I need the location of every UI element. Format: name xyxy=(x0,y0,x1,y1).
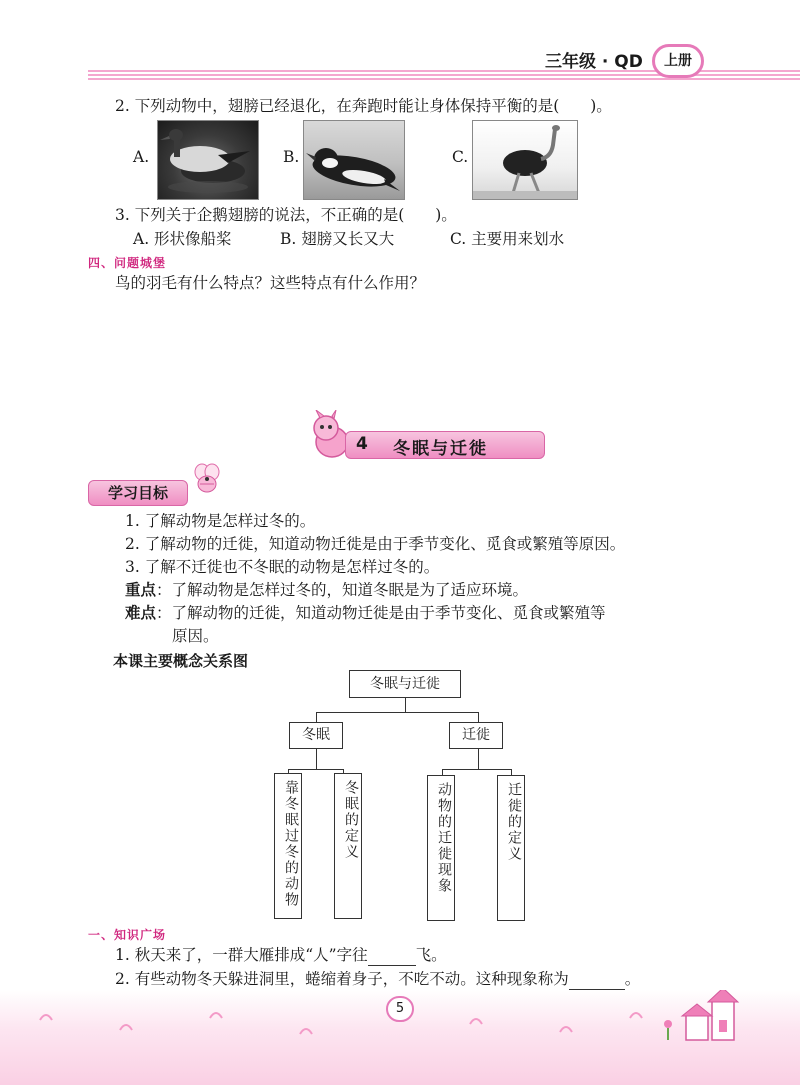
difficulty-point-text-continued: 原因。 xyxy=(172,627,219,645)
option-c-label: C. xyxy=(452,148,469,166)
map-connector xyxy=(316,749,317,769)
goal-item-2: 2. 了解动物的迁徙，知道动物迁徙是由于季节变化、觅食或繁殖等原因。 xyxy=(125,535,626,553)
fill-blank-1[interactable] xyxy=(368,947,416,966)
difficulty-point xyxy=(125,602,606,624)
ostrich-photo xyxy=(472,120,578,200)
question-3-stem: 3. 下列关于企鹅翅膀的说法，不正确的是( )。 xyxy=(115,206,457,224)
map-connector xyxy=(316,712,479,713)
fill-question-1-end: 飞。 xyxy=(415,946,447,964)
map-leaf-hibernation-definition: 冬眠的定义 xyxy=(334,773,362,919)
map-node-hibernation: 冬眠 xyxy=(289,722,343,749)
map-node-migration: 迁徙 xyxy=(449,722,503,749)
goal-item-3: 3. 了解不迁徙也不冬眠的动物是怎样过冬的。 xyxy=(125,558,440,576)
volume-badge: 上册 xyxy=(652,44,704,78)
question-2-stem: 2. 下列动物中，翅膀已经退化，在奔跑时能让身体保持平衡的是( )。 xyxy=(115,97,612,115)
map-connector xyxy=(405,698,406,712)
fill-question-1 xyxy=(115,944,447,966)
goal-item-1: 1. 了解动物是怎样过冬的。 xyxy=(125,512,316,530)
map-connector xyxy=(478,749,479,769)
key-point xyxy=(125,579,528,601)
map-leaf-hibernating-animals: 靠冬眠过冬的动物 xyxy=(274,773,302,919)
map-connector xyxy=(316,712,317,722)
section-1-heading: 一、知识广场 xyxy=(88,928,167,942)
fill-question-1-text: 1. 秋天来了，一群大雁排成“人”字往 xyxy=(115,946,368,964)
key-point-label: 重点 xyxy=(125,580,157,599)
question-3-option-c: C. 主要用来划水 xyxy=(450,230,565,248)
key-point-text: ：了解动物是怎样过冬的，知道冬眠是为了适应环境。 xyxy=(156,581,529,599)
fill-question-2-end: 。 xyxy=(624,970,641,988)
fill-blank-2[interactable] xyxy=(569,971,625,990)
page-number: 5 xyxy=(386,996,414,1022)
section-4-heading: 四、问题城堡 xyxy=(88,256,167,270)
map-connector xyxy=(288,769,344,770)
lesson-title: 冬眠与迁徙 xyxy=(393,439,488,459)
map-connector xyxy=(442,769,512,770)
map-leaf-migration-definition: 迁徙的定义 xyxy=(497,775,525,921)
section-4-question: 鸟的羽毛有什么特点？这些特点有什么作用？ xyxy=(115,274,426,292)
question-3-option-a: A. 形状像船桨 xyxy=(133,230,232,248)
duck-photo xyxy=(157,120,259,200)
question-3-option-b: B. 翅膀又长又大 xyxy=(280,230,395,248)
map-connector xyxy=(478,712,479,722)
learning-goals-tab: 学习目标 xyxy=(88,480,188,506)
bee-icon xyxy=(190,462,224,496)
map-leaf-migration-phenomenon: 动物的迁徙现象 xyxy=(427,775,455,921)
option-a-label: A. xyxy=(133,148,150,166)
grade-label: 三年级 · QD xyxy=(545,52,643,72)
option-b-label: B. xyxy=(283,148,300,166)
difficulty-point-label: 难点 xyxy=(125,603,157,622)
penguin-photo xyxy=(303,120,405,200)
lesson-number: 4 xyxy=(356,434,368,454)
concept-map-title: 本课主要概念关系图 xyxy=(113,652,249,670)
fill-question-2 xyxy=(115,968,640,990)
map-root-node: 冬眠与迁徙 xyxy=(349,670,461,698)
difficulty-point-text: ：了解动物的迁徙，知道动物迁徙是由于季节变化、觅食或繁殖等 xyxy=(156,604,606,622)
fill-question-2-text: 2. 有些动物冬天躲进洞里，蜷缩着身子，不吃不动。这种现象称为 xyxy=(115,970,569,988)
